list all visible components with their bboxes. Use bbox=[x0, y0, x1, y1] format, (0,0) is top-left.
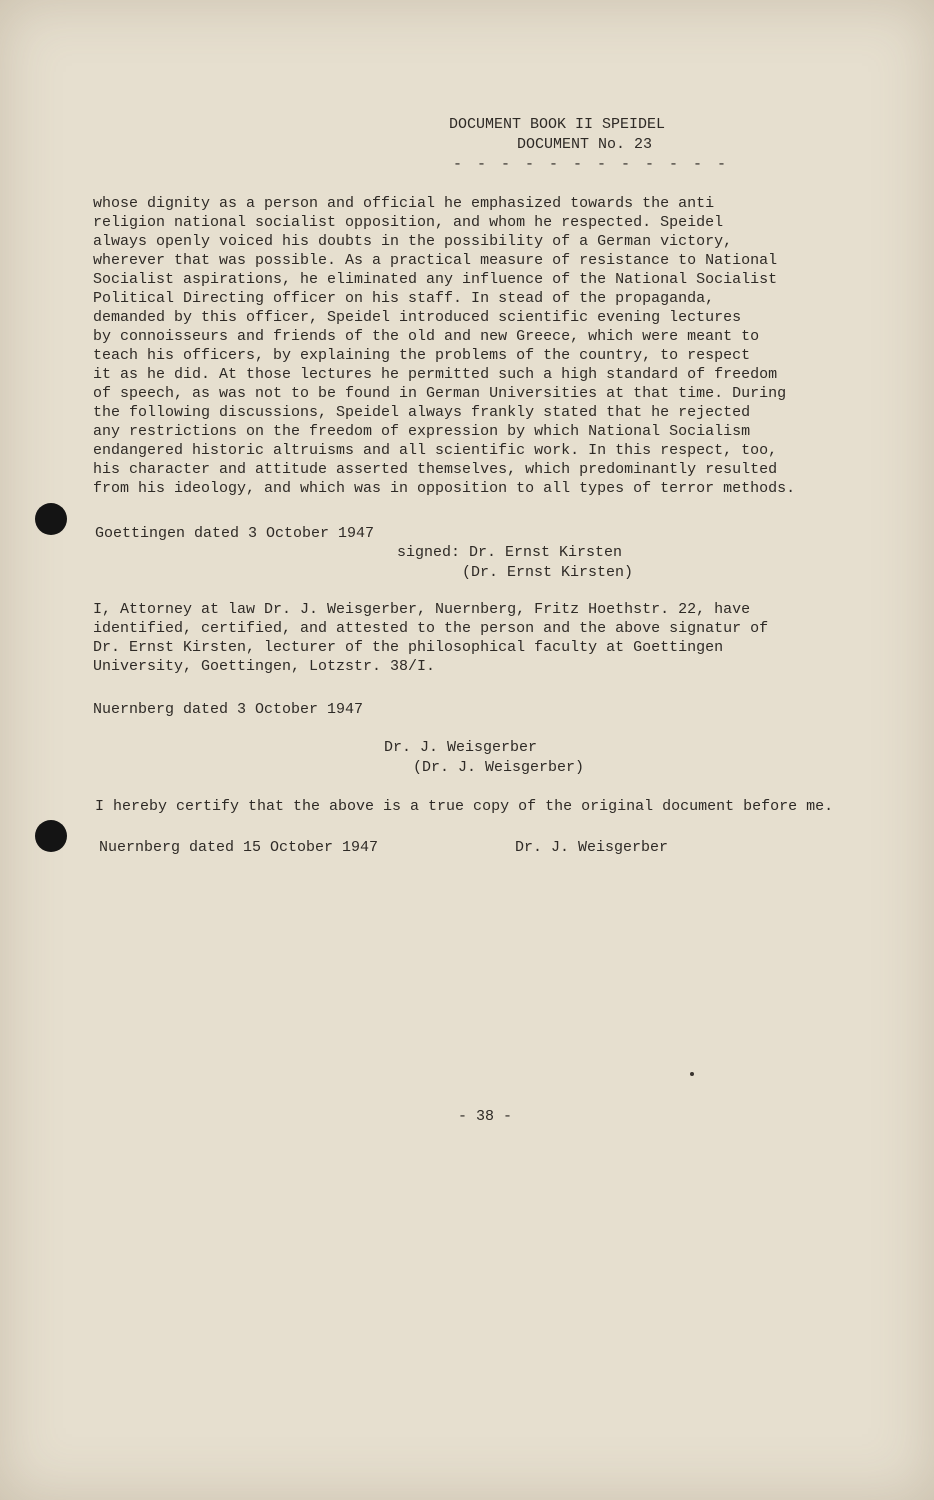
body-line: teach his officers, by explaining the problems of the country, to respect bbox=[93, 347, 751, 364]
punch-hole-bottom bbox=[35, 820, 67, 852]
attestation-line: Dr. Ernst Kirsten, lecturer of the philosophical faculty at Goettingen bbox=[93, 639, 724, 656]
body-line: his character and attitude asserted themselves, which predominantly resulted bbox=[93, 461, 778, 478]
attestation-paragraph bbox=[93, 600, 768, 676]
certification-statement: I hereby certify that the above is a true copy of the original document before me. bbox=[95, 798, 834, 815]
body-line: any restrictions on the freedom of expression by which National Socialism bbox=[93, 423, 751, 440]
signature2-signed: Dr. J. Weisgerber bbox=[384, 739, 538, 756]
signature1-name: (Dr. Ernst Kirsten) bbox=[462, 564, 634, 581]
body-line: endangered historic altruisms and all scientific work. In this respect, too, bbox=[93, 442, 778, 459]
body-paragraph bbox=[93, 194, 795, 498]
body-line: it as he did. At those lectures he permitted such a high standard of freedom bbox=[93, 366, 778, 383]
attestation-line: identified, certified, and attested to the person and the above signatur of bbox=[93, 620, 769, 637]
footer-signer: Dr. J. Weisgerber bbox=[515, 839, 669, 856]
body-line: Socialist aspirations, he eliminated any influence of the National Socialist bbox=[93, 271, 778, 288]
signature2-name: (Dr. J. Weisgerber) bbox=[413, 759, 585, 776]
punch-hole-top bbox=[35, 503, 67, 535]
document-header bbox=[449, 115, 729, 175]
signature2-place-date: Nuernberg dated 3 October 1947 bbox=[93, 701, 364, 718]
body-line: Political Directing officer on his staff. In stead of the propaganda, bbox=[93, 290, 715, 307]
body-line: the following discussions, Speidel always frankly stated that he rejected bbox=[93, 404, 751, 421]
body-line: wherever that was possible. As a practical measure of resistance to National bbox=[93, 252, 778, 269]
signature1-signed: signed: Dr. Ernst Kirsten bbox=[397, 544, 623, 561]
header-document-number: DOCUMENT No. 23 bbox=[517, 136, 653, 153]
page-number: - 38 - bbox=[458, 1108, 513, 1125]
body-line: religion national socialist opposition, and whom he respected. Speidel bbox=[93, 214, 724, 231]
paper-speck bbox=[690, 1072, 694, 1076]
body-line: demanded by this officer, Speidel introduced scientific evening lectures bbox=[93, 309, 742, 326]
body-line: always openly voiced his doubts in the possibility of a German victory, bbox=[93, 233, 733, 250]
body-line: whose dignity as a person and official he emphasized towards the anti bbox=[93, 195, 715, 212]
header-title: DOCUMENT BOOK II SPEIDEL bbox=[449, 116, 666, 133]
body-line: of speech, as was not to be found in German Universities at that time. During bbox=[93, 385, 787, 402]
body-line: by connoisseurs and friends of the old and new Greece, which were meant to bbox=[93, 328, 760, 345]
attestation-line: I, Attorney at law Dr. J. Weisgerber, Nuernberg, Fritz Hoethstr. 22, have bbox=[93, 601, 751, 618]
header-rule: - - - - - - - - - - - - bbox=[453, 156, 730, 173]
body-line: from his ideology, and which was in opposition to all types of terror methods. bbox=[93, 480, 796, 497]
attestation-line: University, Goettingen, Lotzstr. 38/I. bbox=[93, 658, 436, 675]
signature1-place-date: Goettingen dated 3 October 1947 bbox=[95, 525, 375, 542]
footer-place-date: Nuernberg dated 15 October 1947 bbox=[99, 839, 379, 856]
